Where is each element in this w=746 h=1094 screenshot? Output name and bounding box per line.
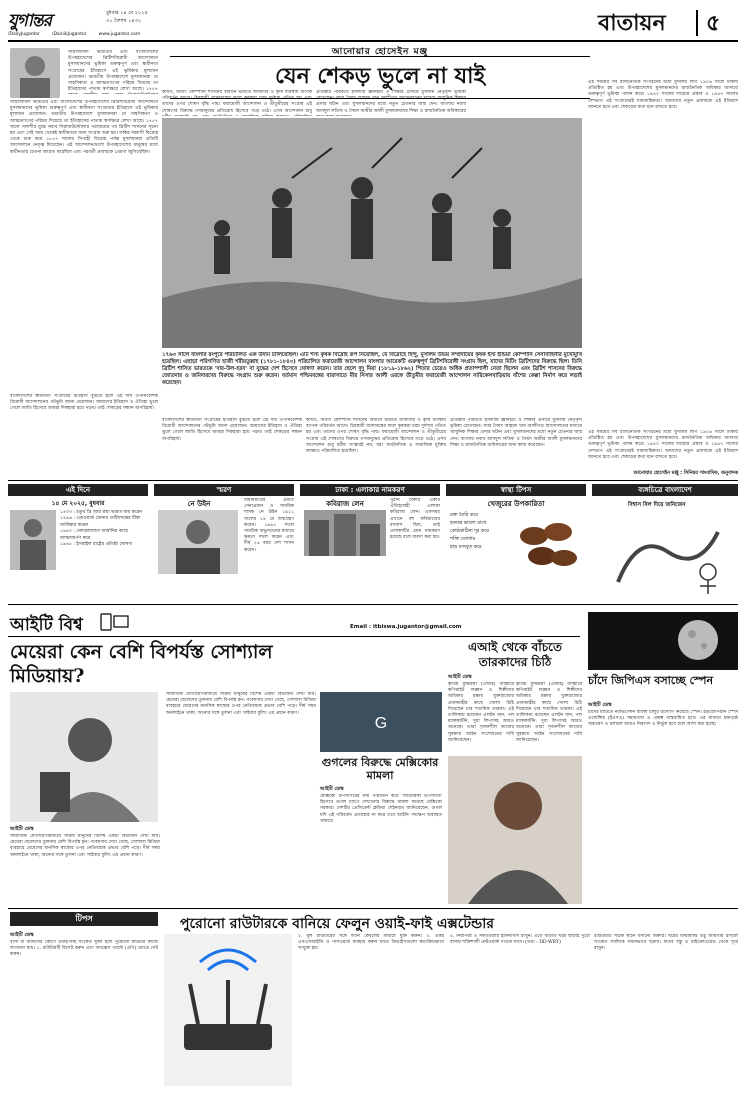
lead-footer: আনোয়ার হোসেইন মঞ্জু : সিনিয়র সাংবাদিক, অনুবাদক	[633, 471, 738, 476]
lead-bottom-1: বাংলাদেশের স্বাধীনতা সংগ্রামের ইতিহাস বুঝতে হলে এই দীর্ঘ ঔপনিবেশিক বিরোধী আন্দোলনের পটভূমি জানা প্রয়োজন। আমাদের ইতিহাস ও ঐতিহ্য ভুলে গেলে জাতি হিসেবে আমরা দিকহারা হয়ে পড়ব। তাই শেকড়ের সন্ধান অপরিহার্য।	[162, 418, 302, 442]
tips-text-4: রাউটারটি সঠিক স্থানে বসানো জরুরি। ঘরের মাঝামাঝি উঁচু জায়গায় রাখলে সংকেত সবদিকে সমানভাবে ছড়ায়। ধাতব বস্তু ও মাইক্রোওয়েভ থেকে দূরে রাখুন।	[594, 934, 738, 952]
list-item: রক্ত তৈরি করে	[450, 513, 478, 518]
this-day-date: ১৪ মে ২০২৫, বুধবার	[51, 500, 105, 507]
tips-label: টিপস	[10, 912, 158, 926]
lead-bottom-2: কার্যত, অর্থাৎ কোম্পানি শাসনের অধীনে ভারতে জমিদারি ও কৃষি ব্যবস্থায় ব্যাপক পরিবর্তন আসে। চিরস্থায়ী বন্দোবস্তের ফলে কৃষকরা চরম দুর্দশায় পতিত হয় এবং তাদের ওপর শোষণ বৃদ্ধি পায়। ফরায়েজী আন্দোলন ও তীতুমীরের সংগ্রাম এই শোষণের বিরুদ্ধে গণমানুষের প্রতিরোধ হিসেবে গড়ে ওঠে। এসব আন্দোলন শুধু ধর্মীয় সংস্কারই নয়, বরং অর্থনৈতিক ও সামাজিক মুক্তির লক্ষ্যেও পরিচালিত হয়েছিল।	[306, 418, 446, 455]
area-name: কবিরাজ লেন	[326, 500, 364, 508]
lead-image-caption: ১৭৬৩ সালে বাংলার রংপুরে পরিচালিত এক উদ্যম চালিয়েছিল। এটি শস্য কৃষক বিদ্রোহ রূপ নিয়েছিল, যে বিদ্রোহে হিন্দু, মুসলিম উভয় সম্প্রদায়ের কৃষক ইস্ট ইন্ডিয়া কোম্পানি সেনাবাহিনীর মুখোমুখি হয়েছিল। এছাড়া পরিগণিত হাজী শরীয়তুল্লাহ (১৭৮১-১৮৪০) পরিচালিত ফরায়েজী আন্দোলন বাংলার আরেকটি গুরুত্বপূর্ণ ব্রিটিশবিরোধী সংগ্রাম ছিল, যাদের মিটিং ব্রিটিশদের বিরুদ্ধে ছিল। তিনি ব্রিটিশ শাসিত ভারতকে 'দার-উল-হরব' বা যুদ্ধের দেশ হিসেবে ঘোষণা করেন। তার ছেলে দুদু মিয়া (১৮১৯-১৮৬২) পিতার চেয়েও অধিক প্রতাপশালী নেতা ছিলেন এবং ব্রিটিশ শাসনের বিরুদ্ধে জোতদার ও জমিদারদের বিরুদ্ধে সংগ্রাম শুরু করেন। বর্তমান পশ্চিমবঙ্গের বারাসাতে মীর নিসার আলী ওরফে তীতুমীর ফরায়েজী আন্দোলন নারিকেলবাড়িয়ায় বাঁশের কেল্লা নির্মাণ করে লড়াই করেছেন।	[162, 352, 582, 386]
info-strip	[8, 484, 738, 600]
area-photo	[304, 510, 386, 556]
lead-col-3: প্রতিষ্ঠার পরিবর্তে ইসলামি জ্ঞানচর্চা ও শিক্ষার প্রসারে মুসলিম নেতৃবৃন্দ ভূমিকা রেখেছেন। স্যার সৈয়দ আহমদ খান আলীগড় আন্দোলনের মাধ্যমে আধুনিক শিক্ষার প্রসার ঘটান এবং মুসলমানদের মধ্যে নতুন চেতনার জন্ম দেন। বাংলায় নবাব আবদুল লতিফ ও সৈয়দ আমীর আলী মুসলমানদের শিক্ষা ও রাজনৈতিক অধিকারের	[316, 90, 466, 114]
list-item: ১৭৯৬ : এডওয়ার্ড জেনার গুটিবসন্তের টিকা আবিষ্কার করেন	[60, 516, 141, 528]
it-main-byline: আইটি ডেস্ক	[10, 826, 34, 832]
svg-text:G: G	[374, 715, 388, 732]
social-web[interactable]: www.jugantor.com	[98, 32, 141, 37]
area-text: পুরান ঢাকার একটি ঐতিহ্যবাহী এলাকা কবিরাজ লেন। একসময় এখানে বহু কবিরাজের বসবাস ছিল, তাই এলাকাটির এমন নামকরণ হয়েছে বলে ধারণা করা হয়।	[390, 498, 440, 541]
it-main-text-2: সামাজিক যোগাযোগমাধ্যমে সক্রিয় মানুষের বিশেষ একটা বিভাজন দেখা যায়। মেয়েরা ছেলেদের তুলনায় বেশি বিপর্যস্ত হন। গবেষণায় দেখা গেছে, সোশ্যাল মিডিয়া ব্যবহারে মেয়েদের মানসিক স্বাস্থ্যের ওপর নেতিবাচক প্রভাব বেশি পড়ে। দীর্ঘ সময় অনলাইনে থাকা, অন্যের সঙ্গে তুলনা এবং সাইবার বুলিং এর প্রধান কারণ।	[166, 692, 316, 716]
list-item: ১৪৩৩ : চতুর্থ খ্রি আর ত্রয়া ভারত জয় করেন	[60, 510, 142, 515]
it-far-headline: চাঁদে জিপিএস বসাচ্ছে স্পেন	[588, 674, 714, 687]
social-facebook[interactable]: /DailyJugantor	[8, 32, 40, 37]
strip-head-cartoon: ব্যঙ্গচিত্রে বাংলাদেশ	[592, 484, 738, 496]
list-item: হাড় মজবুত করে	[450, 545, 482, 550]
list-item: ১৯৪০ : নেদারল্যান্ডস জার্মানির কাছে আত্মসমর্পণ করে	[60, 529, 129, 541]
it-main-photo	[10, 692, 158, 822]
page-number: ৫	[706, 11, 721, 36]
strip-head-health-tips: স্বাস্থ্য টিপস	[446, 484, 586, 496]
social-links	[8, 32, 140, 37]
list-item: শক্তি জোগায়	[450, 537, 476, 542]
it-right-text-1: কৃত্রিম বুদ্ধিমত্তা (এআই) ব্যবহারে কপিরাইট লঙ্ঘন ও শিল্পীদের অধিকার রক্ষায় যুক্তরাজ্যের প্রধানমন্ত্রীর কাছে খোলা চিঠি দিয়েছেন চার শতাধিক তারকা। এই তালিকায় রয়েছেন এলটন জন, পল ম্যাককার্টনি, দুয়া লিপাসহ আরও অনেকে। তারা সৃজনশীল কাজের সুরক্ষায় আইন সংশোধনের দাবি জানিয়েছেন।	[448, 682, 514, 743]
it-mid-text: মেক্সিকো উপসাগরের নাম পরিবর্তন করে 'আমেরিকা উপসাগর' হিসেবে গুগল ম্যাপে দেখানোর বিরুদ্ধে মামলা করেছে মেক্সিকো সরকার। দেশটির প্রেসিডেন্ট ক্লডিয়া শেইনবাম জানিয়েছেন, গুগল যদি এই পরিবর্তন প্রত্যাহার না করে তবে আইনি পদক্ষেপ অব্যাহত থাকবে।	[320, 794, 442, 824]
author-photo	[10, 48, 60, 98]
it-main-headline: মেয়েরা কেন বেশি বিপর্যস্ত সোশ্যাল মিডিয়ায়?	[10, 641, 273, 687]
it-logo-icon	[100, 612, 130, 632]
remembrance-photo	[158, 510, 238, 574]
lead-col-1-cont: সাম্রাজ্যবাদ ভারতের এবং বাংলাদেশের উপমহাদেশের ব্রিটিশবিরোধী আন্দোলনে মুসলমানদের ভূমিকা গুরুত্বপূর্ণ এবং স্বাধীনতা সংগ্রামের ইতিহাসে এই ভূমিকার মূল্যায়ন প্রয়োজন। ভারতীয় উপমহাদেশে মুসলমানরা যে সাহসিকতা ও আত্মত্যাগের পরিচয় দিয়েছে তা ইতিহাসের পাতায় স্বর্ণাক্ষরে লেখা আছে। ১৭৫৭ সালে পলাশীর যুদ্ধে নবাব সিরাজউদ্দৌলার পরাজয়ের পর ব্রিটিশ শাসনের সূচনা হয় এবং সেই সময় থেকেই স্বাধীনতার জন্য সংগ্রাম শুরু হয়। ফকির-সন্ন্যাসী বিদ্রোহ থেকে শুরু করে ১৮৫৭ সালের সিপাহী বিদ্রোহ পর্যন্ত মুসলমানরা প্রতিটি আন্দোলনে নেতৃত্ব দিয়েছেন। এই আন্দোলনগুলো উপমহাদেশের মানুষের মধ্যে স্বাধীনতার চেতনা জাগ্রত করেছিল এবং পরবর্তী প্রজন্মকে প্রেরণা জুগিয়েছিল।	[10, 100, 158, 155]
it-rule-bottom	[8, 908, 738, 909]
date-line-1: বুধবার ১৪ মে ২০২৫	[106, 10, 148, 16]
section-divider	[696, 10, 698, 36]
dates-photo	[512, 512, 582, 582]
lead-col-2: কার্যত, অর্থাৎ কোম্পানি শাসনের অধীনে ভারতে জমিদারি ও কৃষি ব্যবস্থায় ব্যাপক পরিবর্তন আসে। চিরস্থায়ী বন্দোবস্তের ফলে কৃষকরা চরম দুর্দশায় পতিত হয় এবং তাদের ওপর শোষণ বৃদ্ধি পায়। ফরায়েজী আন্দোলন ও তীতুমীরের সংগ্রাম এই শোষণের বিরুদ্ধে গণমানুষের প্রতিরোধ হিসেবে গড়ে ওঠে। এসব আন্দোলন শুধু	[162, 90, 312, 114]
list-item: ১৯৪৮ : ইসরাইল রাষ্ট্রের প্রতিষ্ঠা ঘোষণা	[60, 542, 133, 548]
masthead-rule	[8, 40, 738, 42]
strip-head-remembrance: স্মরণ	[154, 484, 294, 496]
it-main-text-1: সামাজিক যোগাযোগমাধ্যমে সক্রিয় মানুষের বিশেষ একটা বিভাজন দেখা যায়। মেয়েরা ছেলেদের তুলনায় বেশি বিপর্যস্ত হন। গবেষণায় দেখা গেছে, সোশ্যাল মিডিয়া ব্যবহারে মেয়েদের মানসিক স্বাস্থ্যের ওপর নেতিবাচক প্রভাব বেশি পড়ে। দীর্ঘ সময় অনলাইনে থাকা, অন্যের সঙ্গে তুলনা এবং সাইবার বুলিং এর প্রধান কারণ।	[10, 834, 160, 858]
lead-author: আনোয়ার হোসেইন মঞ্জু	[331, 47, 429, 57]
lead-headline: যেন শেকড় ভুলে না যাই	[170, 56, 590, 99]
it-right-photo	[448, 756, 582, 904]
tips-text-3: ৪. নিরাপত্তা ও সফটওয়্যার হালনাগাদ রাখুন। এতে বাড়তি খরচ ছাড়াই পুরো বাসায় শক্তিশালী নেটওয়ার্ক পাওয়া যাবে। (তথ্য : DD-WRT)	[450, 934, 590, 946]
it-mid-photo	[320, 692, 442, 752]
date-line-2: ৩১ বৈশাখ ১৪৩২	[106, 18, 142, 24]
tips-byline: আইটি ডেস্ক	[10, 932, 34, 938]
lead-col-1-bottom: বাংলাদেশের স্বাধীনতা সংগ্রামের ইতিহাস বুঝতে হলে এই দীর্ঘ ঔপনিবেশিক বিরোধী আন্দোলনের পটভূমি জানা প্রয়োজন। আমাদের ইতিহাস ও ঐতিহ্য ভুলে গেলে জাতি হিসেবে আমরা দিকহারা হয়ে পড়ব। তাই শেকড়ের সন্ধান অপরিহার্য।	[10, 394, 158, 412]
tips-text-2: ২. মূল রাউটারের সঙ্গে ল্যান কেবলের মাধ্যমে যুক্ত করুন। ৩. একই এসএসআইডি ও পাসওয়ার্ড ব্যবহার করুন যাতে ডিভাইসগুলো স্বয়ংক্রিয়ভাবে সংযুক্ত হয়।	[298, 934, 444, 952]
it-mid-byline: আইটি ডেস্ক	[320, 786, 344, 792]
this-day-illustration	[10, 510, 56, 570]
strip-rule-bottom	[8, 604, 738, 605]
lead-col-4-bottom: এই সময়ের সব রাজনৈতিক সংগঠনের মধ্যে মুসলিম লীগ ১৯০৬ সালে ঢাকায় প্রতিষ্ঠিত হয় এবং উপমহাদেশের মুসলমানদের রাজনৈতিক অধিকার আদায়ে গুরুত্বপূর্ণ ভূমিকা পালন করে। ১৯৪০ সালের লাহোর প্রস্তাব ও ১৯৪৭ সালের দেশভাগ এই সংগ্রামেরই ধারাবাহিকতা। আমাদের নতুন প্রজন্মকে এই ইতিহাস জানতে হবে এবং শেকড়ের কথা মনে রাখতে হবে।	[588, 430, 738, 460]
newspaper-logo: যুগান্তর	[8, 11, 51, 31]
this-day-list	[60, 510, 148, 548]
it-right-byline: আইটি ডেস্ক	[448, 674, 472, 680]
lead-col-1: সাম্রাজ্যবাদ ভারতের এবং বাংলাদেশের উপমহাদেশের ব্রিটিশবিরোধী আন্দোলনে মুসলমানদের ভূমিকা গুরুত্বপূর্ণ এবং স্বাধীনতা সংগ্রামের ইতিহাসে এই ভূমিকার মূল্যায়ন প্রয়োজন। ভারতীয় উপমহাদেশে মুসলমানরা যে সাহসিকতা ও আত্মত্যাগের পরিচয় দিয়েছে তা ইতিহাসের পাতায় স্বর্ণাক্ষরে লেখা আছে। ১৭৫৭	[68, 50, 158, 93]
lead-illustration	[162, 118, 582, 348]
social-youtube[interactable]: /DainikJugantor	[51, 32, 87, 37]
cartoon-illustration	[598, 512, 738, 596]
it-mid-headline: গুগলের বিরুদ্ধে মেক্সিকোর মামলা	[321, 756, 439, 782]
lead-col-4: এই সময়ের সব রাজনৈতিক সংগঠনের মধ্যে মুসলিম লীগ ১৯০৬ সালে ঢাকায় প্রতিষ্ঠিত হয় এবং উপমহাদেশের মুসলমানদের রাজনৈতিক অধিকার আদায়ে গুরুত্বপূর্ণ ভূমিকা পালন করে। ১৯৪০ সালের লাহোর প্রস্তাব ও ১৯৪৭ সালের দেশভাগ এই সংগ্রামেরই ধারাবাহিকতা। আমাদের নতুন প্রজন্মকে এই ইতিহাস জানতে হবে এবং শেকড়ের কথা মনে রাখতে হবে।	[588, 80, 738, 110]
strip-head-this-day: এই দিনে	[8, 484, 148, 496]
tips-router-photo	[164, 934, 292, 1086]
it-far-byline: আইটি ডেস্ক	[588, 702, 612, 708]
remembrance-text: মিয়ানমারের প্রয়াত সেনাপ্রধান ও সামরিক শাসক নে উইন ১৯১১ সালের ১৪ মে জন্মগ্রহণ করেন। ১৯৬২ সালে সামরিক অভ্যুত্থানের মাধ্যমে ক্ষমতা দখল করেন এবং দীর্ঘ ২৬ বছর দেশ শাসন করেন।	[244, 498, 294, 553]
it-right-text-2: কৃত্রিম বুদ্ধিমত্তা (এআই) ব্যবহারে কপিরাইট লঙ্ঘন ও শিল্পীদের অধিকার রক্ষায় যুক্তরাজ্যের প্রধানমন্ত্রীর কাছে খোলা চিঠি দিয়েছেন চার শতাধিক তারকা। এই তালিকায় রয়েছেন এলটন জন, পল ম্যাককার্টনি, দুয়া লিপাসহ আরও অনেকে। তারা সৃজনশীল কাজের সুরক্ষায় আইন সংশোধনের দাবি জানিয়েছেন।	[516, 682, 582, 743]
tips-headline: পুরোনো রাউটারকে বানিয়ে ফেলুন ওয়াই-ফাই এক্সটেন্ডার	[180, 916, 494, 932]
it-far-photo	[588, 612, 738, 670]
lead-bottom-3: প্রতিষ্ঠার পরিবর্তে ইসলামি জ্ঞানচর্চা ও শিক্ষার প্রসারে মুসলিম নেতৃবৃন্দ ভূমিকা রেখেছেন। স্যার সৈয়দ আহমদ খান আলীগড় আন্দোলনের মাধ্যমে আধুনিক শিক্ষার প্রসার ঘটান এবং মুসলমানদের মধ্যে নতুন চেতনার জন্ম দেন। বাংলায় নবাব আবদুল লতিফ ও সৈয়দ আমীর আলী মুসলমানদের শিক্ষা ও রাজনৈতিক অধিকারের জন্য কাজ করেছেন।	[450, 418, 582, 448]
strip-head-area-naming: ঢাকা : এলাকার নামকরণ	[300, 484, 440, 496]
section-title: বাতায়ন	[598, 11, 666, 36]
tips-text-1: বাসা বা অফিসের কোণে ওয়াই-ফাই সংকেত দুর্বল হলে পুরোনো রাউটার কাজে লাগানো যায়। ১. রাউটারটি রিসেট করুন এবং অ্যাক্সেস পয়েন্ট (এপি) মোডে সেট করুন।	[10, 940, 158, 958]
lead-rule-bottom	[8, 480, 738, 481]
remembrance-name: নে উইন	[187, 500, 211, 508]
health-title: খেজুরের উপকারিতা	[487, 500, 545, 508]
it-section-logo: আইটি বিশ্ব	[10, 615, 83, 635]
it-section-email[interactable]: Email : itbiswa.jugantor@gmail.com	[350, 624, 462, 630]
health-list	[450, 512, 510, 552]
it-far-text: চাঁদের মাটিতে ন্যাভিগেশন ব্যবস্থা চালুর উদ্যোগ নিয়েছে স্পেন। ইউরোপিয়ান স্পেস এজেন্সির (ইএসএ) সহায়তায় এ প্রকল্প বাস্তবায়িত হবে। এর মাধ্যমে চন্দ্রপৃষ্ঠে অবতরণ ও চলাচল আরও নিরাপদ ও নির্ভুল হবে বলে আশা করা হচ্ছে।	[588, 710, 738, 728]
it-section-rule	[8, 636, 580, 637]
list-item: হৃদযন্ত্র ভালো রাখে	[450, 521, 487, 526]
list-item: কোষ্ঠকাঠিন্য দূর করে	[450, 529, 489, 534]
it-right-headline: এআই থেকে বাঁচতে তারকাদের চিঠি	[467, 640, 563, 669]
cartoon-title: বিশ্বাস বিল দিয়ে জনিজেন	[628, 502, 686, 508]
